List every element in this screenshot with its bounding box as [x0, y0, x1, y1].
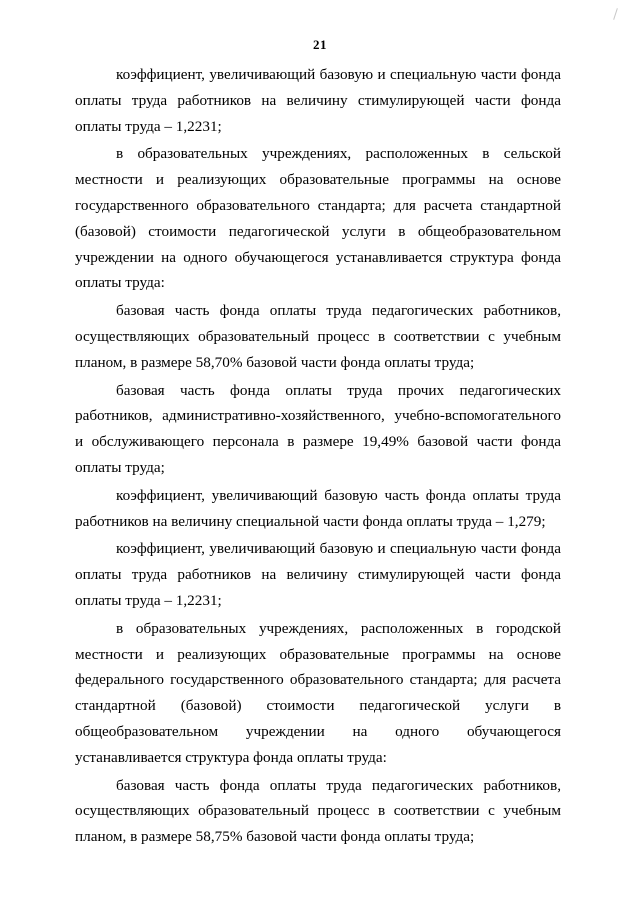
paragraph-coefficient-stimulating-2: коэффициент, увеличивающий базовую и специальную части фонда оплаты труда работников на величину стимулирующей части фонда оплаты труда – 1,2231; — [75, 540, 561, 609]
scan-mark — [613, 8, 618, 20]
paragraph-coefficient-special: коэффициент, увеличивающий базовую часть фонда оплаты труда работников на величину специальной части фонда оплаты труда – 1,279; — [75, 486, 561, 530]
paragraph-base-part-teachers-2: базовая часть фонда оплаты труда педагогических работников, осуществляющих образовательный процесс в соответствии с учебным планом, в размере 58,75% базовой части фонда оплаты труда; — [75, 776, 561, 846]
paragraph-base-part-teachers-1: базовая часть фонда оплаты труда педагогических работников, осуществляющих образовательный процесс в соответствии с учебным планом, в размере 58,70% базовой части фонда оплаты труда; — [75, 302, 561, 371]
paragraph-urban-institutions: в образовательных учреждениях, расположенных в городской местности и реализующих образовательные программы на основе федерального государственного образовательного стандарта; для расчета стандартной (базовой) стоимости педагогической услуги в общеобразовательном учреждении на одного обучающегося устанавливается структура фонда оплаты труда: — [75, 619, 561, 766]
body-text — [75, 62, 561, 850]
page-number: 21 — [313, 37, 327, 52]
paragraph-coefficient-stimulating-1: коэффициент, увеличивающий базовую и специальную части фонда оплаты труда работников на величину стимулирующей части фонда оплаты труда – 1,2231; — [75, 66, 561, 135]
paragraph-base-part-other-staff: базовая часть фонда оплаты труда прочих педагогических работников, административно-хозяйственного, учебно-вспомогательного и обслуживающего персонала в размере 19,49% базовой части фонда оплаты труда; — [75, 381, 561, 476]
paragraph-rural-institutions: в образовательных учреждениях, расположенных в сельской местности и реализующих образовательные программы на основе государственного образовательного стандарта; для расчета стандартной (базовой) стоимости педагогической услуги в общеобразовательном учреждении на одного обучающегося устанавливается структура фонда оплаты труда: — [75, 145, 561, 292]
